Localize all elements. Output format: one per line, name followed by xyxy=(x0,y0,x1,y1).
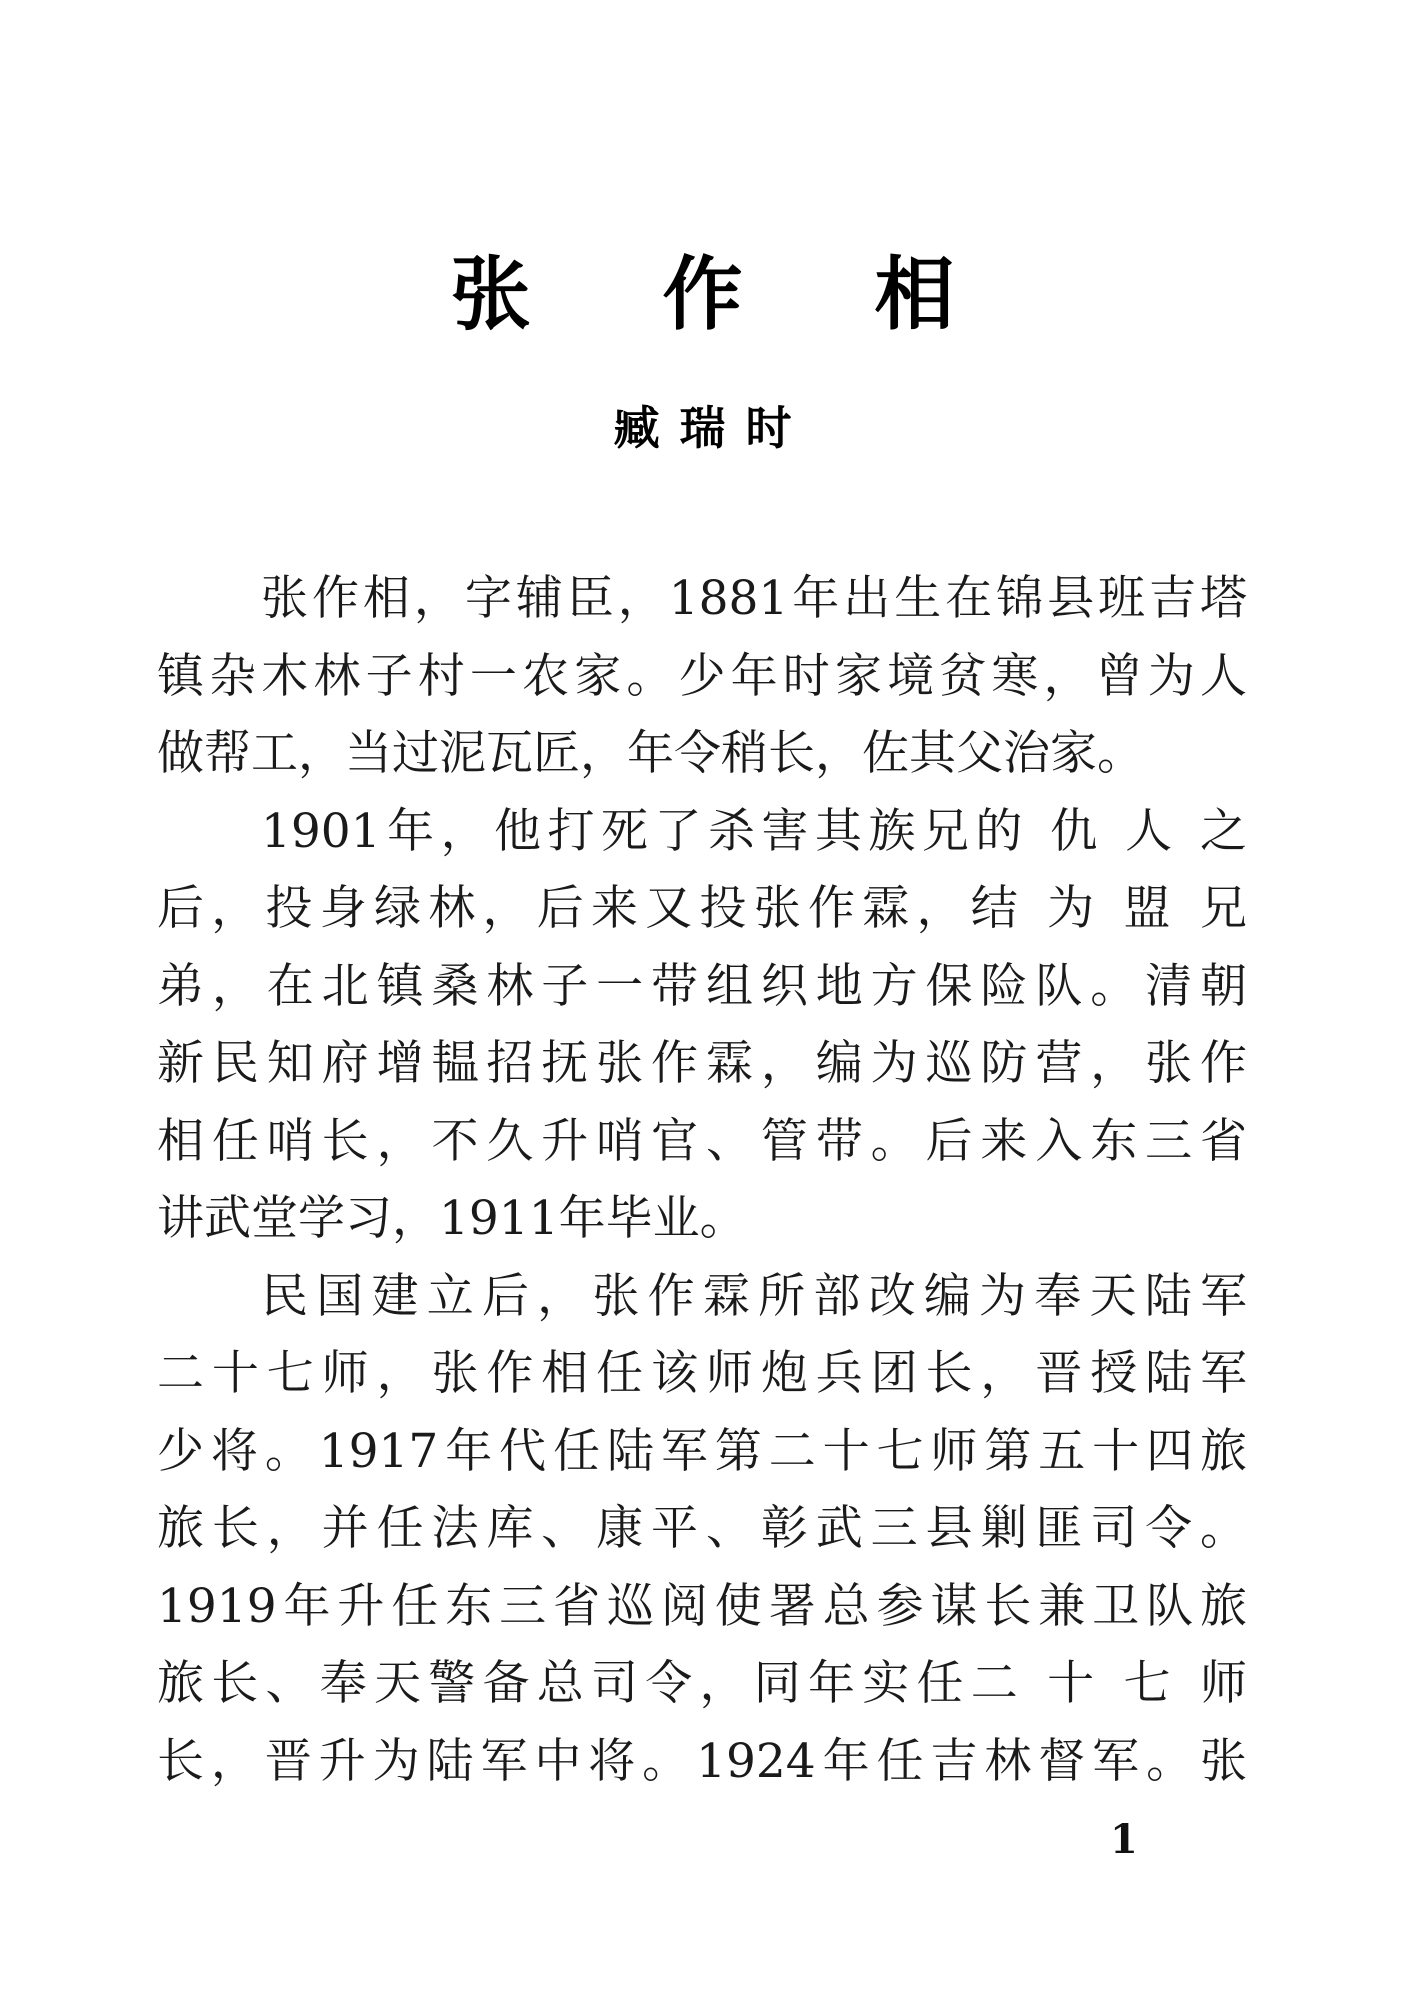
text-line: 后，投身绿林，后来又投张作霖，结 为 盟 兄 xyxy=(157,881,1247,936)
author-name: 臧瑞时 xyxy=(613,401,812,455)
text-line: 弟，在北镇桑林子一带组织地方保险队。清朝 xyxy=(157,958,1247,1014)
text-line: 张作相，字辅臣，1881年出生在锦县班吉塔 xyxy=(261,571,1247,626)
text-line: 1901年，他打死了杀害其族兄的 仇 人 之 xyxy=(261,803,1247,859)
text-line: 长，晋升为陆军中将。1924年任吉林督军。张 xyxy=(157,1733,1247,1789)
text-line: 讲武堂学习，1911年毕业。 xyxy=(157,1191,747,1246)
text-line: 民国建立后，张作霖所部改编为奉天陆军 xyxy=(261,1268,1247,1324)
text-line: 旅长，并任法库、康平、彰武三县剿匪司令。 xyxy=(157,1501,1247,1556)
text-line: 旅长、奉天警备总司令，同年实任二 十 七 师 xyxy=(157,1656,1247,1711)
text-line: 相任哨长，不久升哨官、管带。后来入东三省 xyxy=(157,1113,1247,1169)
text-line: 1919年升任东三省巡阅使署总参谋长兼卫队旅 xyxy=(157,1578,1247,1634)
article-body xyxy=(157,560,1247,1800)
text-line: 镇杂木林子村一农家。少年时家境贫寒，曾为人 xyxy=(157,648,1247,704)
text-line: 做帮工，当过泥瓦匠，年令稍长，佐其父治家。 xyxy=(157,726,1144,781)
page-title: 张 作 相 xyxy=(450,248,1007,341)
text-line: 新民知府增韫招抚张作霖，编为巡防营，张作 xyxy=(157,1036,1247,1091)
text-line: 少将。1917年代任陆军第二十七师第五十四旅 xyxy=(157,1423,1247,1479)
text-line: 二十七师，张作相任该师炮兵团长，晋授陆军 xyxy=(157,1346,1247,1401)
page-number: 1 xyxy=(1110,1816,1138,1863)
